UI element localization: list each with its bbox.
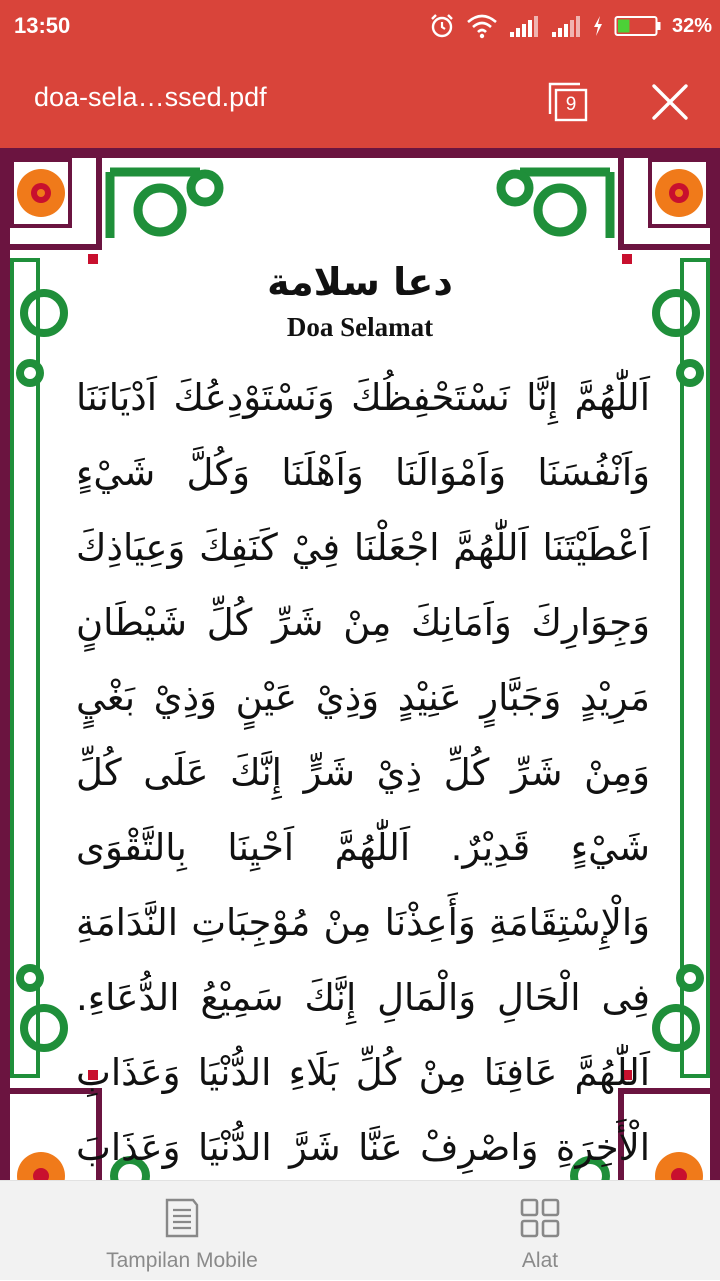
page-count: 9 [565,94,577,115]
bottom-toolbar [0,1180,720,1280]
app-bar [0,52,720,148]
tools-label: Alat [521,1249,559,1272]
pdf-viewer[interactable] [0,148,720,1180]
prayer-text: اَللّٰهُمَّ إِنَّا نَسْتَحْفِظُكَ وَنَسْتَوْدِعُكَ اَدْيَانَنَا وَاَنْفُسَنَا وَاَمْوَالَنَا وَاَهْلَنَا وَكُلَّ شَيْءٍ اَعْطَيْتَنَا اَللّٰهُمَّ اجْعَلْنَا فِيْ كَنَفِكَ وَعِيَاذِكَ وَجِوَارِكَ وَاَمَانِكَ مِنْ شَرِّ كُلِّ شَيْطَانٍ مَرِيْدٍ وَجَبَّارٍ عَنِيْدٍ وَذِيْ عَيْنٍ وَذِيْ بَغْيٍ وَمِنْ شَرِّ كُلِّ ذِيْ شَرٍّ إِنَّكَ عَلَى كُلِّ شَيْءٍ قَدِيْرٌ. اَللّٰهُمَّ اَحْيِنَا بِالتَّقْوَى وَالْإِسْتِقَامَةِ وَأَعِذْنَا مِنْ مُوْجِبَاتِ النَّدَامَةِ فِى الْحَالِ وَالْمَالِ إِنَّكَ سَمِيْعُ الدُّعَاءِ. اَللّٰهُمَّ عَافِنَا مِنْ كُلِّ بَلَاءِ الدُّنْيَا وَعَذَابِ الْأَخِرَةِ وَاصْرِفْ عَنَّا شَرَّ الدُّنْيَا وَعَذَابَ [76,376,650,1169]
mobile-view-label: Tampilan Mobile [106,1249,258,1272]
wifi-icon [466,13,498,39]
document-lines-icon [161,1197,203,1239]
flower-ornament [648,158,710,228]
document-title: doa-sela…ssed.pdf [34,82,267,112]
prayer-title-latin: Doa Selamat [286,312,434,342]
status-bar [0,0,720,52]
mobile-view-button[interactable] [60,1181,304,1281]
grid-icon [519,1197,561,1239]
page-count-button[interactable] [544,76,596,128]
status-icons [428,10,712,42]
pdf-page [0,148,720,1180]
alarm-icon [428,12,456,40]
signal-icon [508,14,540,38]
charging-icon [592,15,604,37]
tools-button[interactable] [440,1181,640,1281]
close-icon [644,76,696,128]
battery-percent: 32% [671,14,712,37]
flower-ornament [10,158,72,228]
signal-icon [550,14,582,38]
status-time: 13:50 [14,13,71,38]
prayer-title-arabic: دعا سلامة [267,260,453,304]
battery-icon [614,14,662,38]
close-button[interactable] [644,76,696,128]
